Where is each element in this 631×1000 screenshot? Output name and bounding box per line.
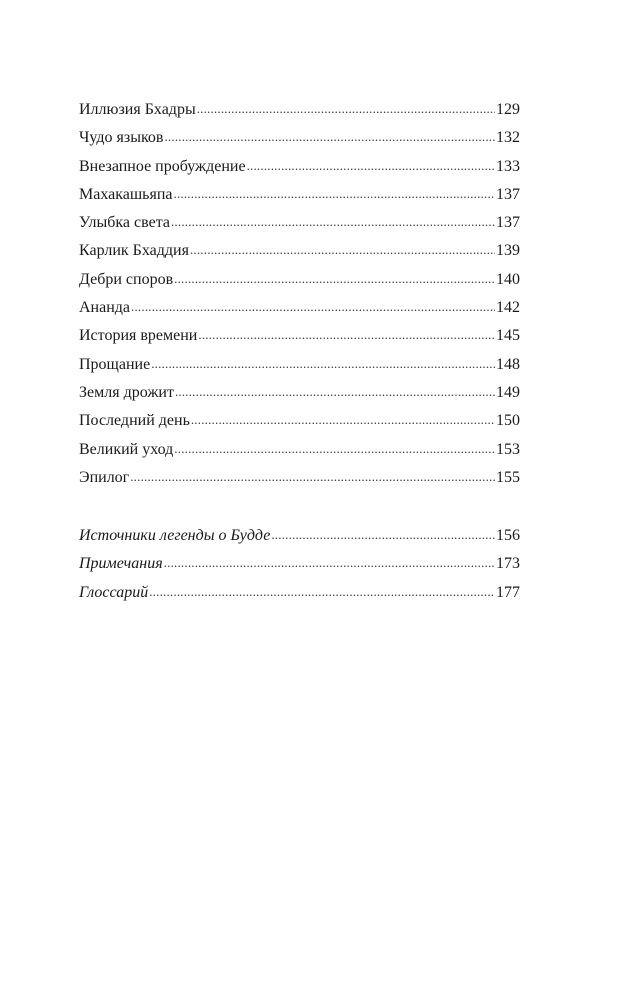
toc-entry-title: История времени — [79, 327, 198, 345]
toc-entry-title: Последний день — [79, 412, 190, 430]
toc-entry-title: Эпилог — [79, 468, 130, 486]
toc-entry-title: Глоссарий — [79, 583, 149, 601]
toc-entry — [79, 579, 520, 607]
dot-leader — [174, 265, 495, 293]
toc-entry — [79, 464, 520, 492]
toc-entry — [79, 550, 520, 578]
dot-leader — [174, 180, 496, 208]
toc-entry-page: 142 — [496, 299, 520, 317]
chapter-list — [79, 96, 520, 492]
dot-leader — [151, 350, 495, 378]
toc-entry-page: 155 — [496, 468, 520, 486]
toc-entry-title: Ананда — [79, 299, 131, 317]
toc-entry-title: Карлик Бхаддия — [79, 242, 189, 260]
dot-leader — [198, 321, 495, 349]
toc-entry-page: 137 — [496, 185, 520, 203]
toc-entry-title: Великий уход — [79, 440, 174, 458]
toc-entry-page: 133 — [496, 157, 520, 175]
dot-leader — [164, 549, 495, 577]
toc-entry-title: Улыбка света — [79, 214, 170, 232]
toc-entry — [79, 237, 520, 265]
toc-entry-page: 150 — [496, 412, 520, 430]
toc-entry-page: 148 — [496, 355, 520, 373]
toc-entry-title: Внезапное пробуждение — [79, 157, 246, 175]
dot-leader — [149, 578, 495, 606]
dot-leader — [164, 123, 495, 151]
toc-entry-title: Дебри споров — [79, 270, 174, 288]
dot-leader — [191, 406, 495, 434]
toc-entry-title: Примечания — [79, 555, 163, 573]
toc-entry-page: 177 — [496, 583, 520, 601]
toc-entry-title: Земля дрожит — [79, 383, 174, 401]
toc-entry-title: Прощание — [79, 355, 151, 373]
toc-entry — [79, 522, 520, 550]
toc-entry — [79, 96, 520, 124]
dot-leader — [247, 152, 495, 180]
dot-leader — [175, 378, 495, 406]
toc-entry — [79, 294, 520, 322]
toc-entry-page: 156 — [496, 527, 520, 545]
toc-entry — [79, 153, 520, 181]
toc-entry — [79, 266, 520, 294]
toc-entry-title: Иллюзия Бхадры — [79, 101, 196, 118]
toc-entry — [79, 379, 520, 407]
dot-leader — [131, 293, 495, 321]
toc-entry — [79, 322, 520, 350]
toc-entry — [79, 407, 520, 435]
toc-entry — [79, 436, 520, 464]
dot-leader — [190, 236, 495, 264]
dot-leader — [271, 521, 495, 549]
back-matter-list — [79, 522, 520, 607]
toc-entry-page: 145 — [496, 327, 520, 345]
toc-entry-page: 129 — [496, 101, 520, 118]
toc-entry — [79, 209, 520, 237]
dot-leader — [197, 95, 495, 123]
toc-entry-page: 140 — [496, 270, 520, 288]
toc-entry-page: 139 — [496, 242, 520, 260]
dot-leader — [174, 435, 495, 463]
toc-entry-page: 137 — [496, 214, 520, 232]
dot-leader — [171, 208, 495, 236]
toc-entry-title: Чудо языков — [79, 129, 164, 147]
toc-entry-title: Источники легенды о Будде — [79, 527, 271, 545]
toc-entry-page: 173 — [496, 555, 520, 573]
toc-entry — [79, 124, 520, 152]
table-of-contents — [79, 96, 520, 607]
dot-leader — [130, 463, 495, 491]
toc-entry-title: Махакашьяпа — [79, 185, 173, 203]
toc-entry — [79, 351, 520, 379]
toc-entry-page: 132 — [496, 129, 520, 147]
toc-entry — [79, 181, 520, 209]
toc-entry-page: 149 — [496, 383, 520, 401]
toc-entry-page: 153 — [496, 440, 520, 458]
